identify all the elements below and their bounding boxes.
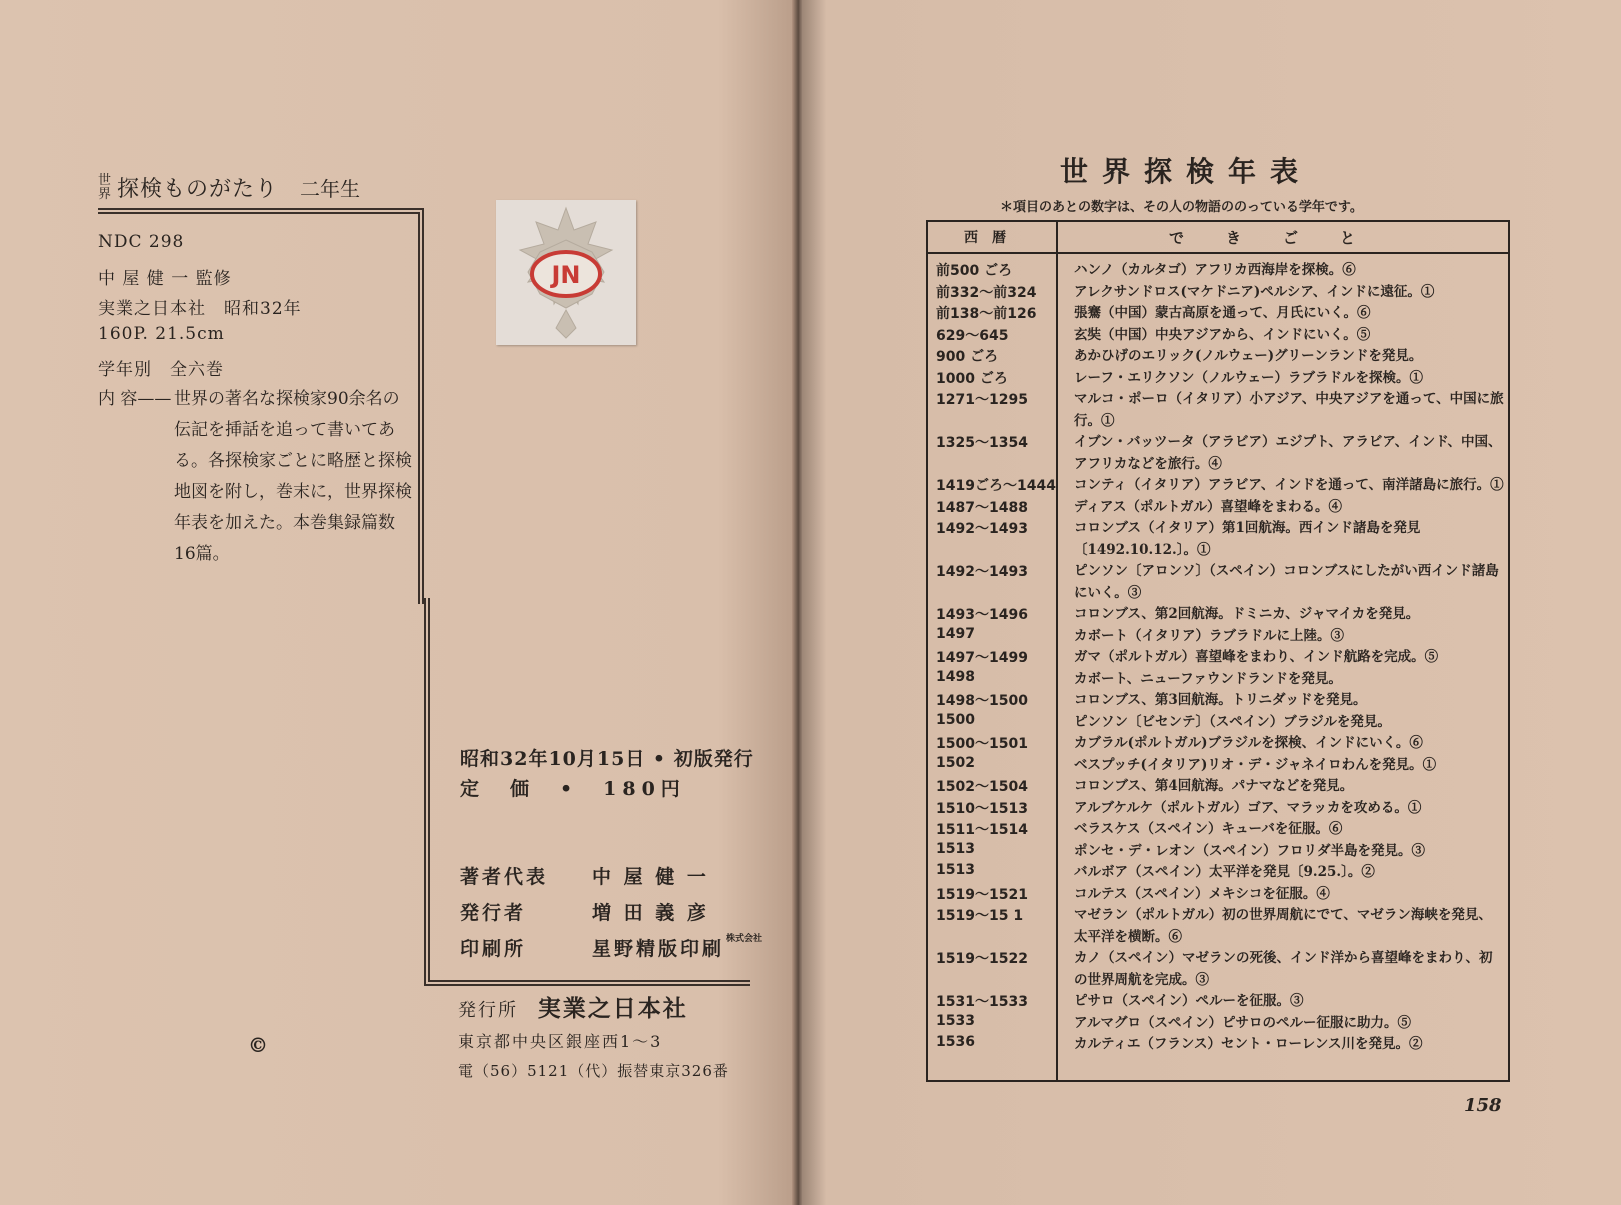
timeline-event: ポンセ・デ・レオン（スペイン）フロリダ半島を発見。③ — [1074, 842, 1425, 859]
timeline-row — [928, 755, 1508, 777]
publisher-person-row — [460, 898, 709, 925]
timeline-event: 張騫（中国）蒙古高原を通って、月氏にいく。⑥ — [1074, 305, 1371, 321]
timeline-row — [928, 884, 1508, 906]
timeline-year: 1492～1493 — [936, 564, 1028, 580]
timeline-row — [928, 991, 1508, 1013]
timeline-event: マルコ・ポーロ（イタリア）小アジア、中央アジアを通って、中国に旅行。① — [1074, 391, 1504, 429]
publisher-name: 実業之日本社 — [537, 995, 688, 1022]
header-event: できごと — [1168, 229, 1397, 247]
colophon-box — [424, 598, 763, 986]
timeline-year: 629～645 — [936, 327, 1009, 344]
title-text: 探検ものがたり — [117, 177, 279, 202]
timeline-year: 1510～1513 — [936, 800, 1028, 817]
timeline-title: 世界探検年表 — [1060, 155, 1313, 188]
first-edition-line: 昭和32年10月15日 • 初版発行 — [460, 748, 754, 770]
timeline-event: ベラスケス（スペイン）キューバを征服。⑥ — [1074, 821, 1343, 837]
timeline-row — [928, 1013, 1508, 1035]
timeline-row — [928, 518, 1508, 561]
timeline-row — [928, 948, 1508, 991]
book-title — [98, 172, 360, 203]
timeline-row — [928, 669, 1508, 691]
timeline-year: 1502～1504 — [936, 779, 1028, 795]
timeline-year: 1492～1493 — [936, 521, 1028, 537]
timeline-event: ハンノ（カルタゴ）アフリカ西海岸を探検。⑥ — [1074, 262, 1356, 278]
volumes-line: 学年別 全六巻 — [98, 360, 224, 380]
timeline-event: バルボア（スペイン）太平洋を発見〔9.25.〕。② — [1074, 864, 1375, 880]
staff-name: 中 屋 健 一 — [592, 866, 709, 888]
catalog-info-box — [98, 208, 424, 604]
timeline-event: カボート、ニューファウンドランドを発見。 — [1074, 670, 1342, 687]
timeline-event: アルブケルケ（ポルトガル）ゴア、マラッカを攻める。① — [1074, 799, 1422, 816]
publisher-year-line: 実業之日本社 昭和32年 — [98, 299, 302, 319]
timeline-row — [928, 862, 1508, 884]
timeline-row — [928, 819, 1508, 841]
timeline-year: 前500 ごろ — [936, 263, 1013, 279]
timeline-row — [928, 325, 1508, 347]
printer-row — [460, 934, 763, 961]
timeline-row — [928, 733, 1508, 755]
printer-suffix: 株式会社 — [726, 934, 763, 944]
timeline-event: コンティ（イタリア）アラビア、インドを通って、南洋諸島に旅行。① — [1074, 477, 1504, 493]
timeline-year: 1487～1488 — [936, 499, 1028, 516]
timeline-year: 1511～1514 — [936, 822, 1028, 838]
timeline-year: 1325～1354 — [936, 435, 1028, 451]
staff-role: 発行者 — [460, 902, 527, 924]
timeline-event: コロンブス、第2回航海。ドミニカ、ジャマイカを発見。 — [1074, 606, 1420, 622]
timeline-year: 1513 — [936, 840, 975, 857]
staff-role: 著者代表 — [460, 866, 549, 888]
staff-name: 増 田 義 彦 — [592, 902, 709, 924]
timeline-row — [928, 647, 1508, 669]
timeline-event: コロンブス、第4回航海。パナマなどを発見。 — [1074, 778, 1354, 794]
price-line: 定 価 • 180円 — [460, 778, 686, 800]
publisher-phone: 電（56）5121（代）振替東京326番 — [458, 1062, 729, 1080]
timeline-row — [928, 1034, 1508, 1056]
timeline-row — [928, 905, 1508, 948]
copyright-mark: © — [248, 1033, 268, 1057]
timeline-year: 1536 — [936, 1034, 975, 1050]
series-label-char: 世 — [98, 172, 112, 188]
staff-name — [592, 934, 763, 961]
exploration-timeline-table — [926, 220, 1510, 1082]
timeline-year: 1498 — [936, 668, 975, 685]
pages-size-line: 160P. 21.5cm — [98, 324, 225, 344]
timeline-year: 1531～1533 — [936, 994, 1028, 1010]
timeline-row — [928, 303, 1508, 325]
timeline-event: 玄奘（中国）中央アジアから、インドにいく。⑤ — [1074, 326, 1371, 343]
timeline-row — [928, 561, 1508, 604]
timeline-year: 1000 ごろ — [936, 370, 1008, 387]
timeline-year: 1500～1501 — [936, 736, 1028, 752]
author-representative-row — [460, 862, 709, 889]
timeline-year: 1533 — [936, 1012, 975, 1029]
timeline-event: レーフ・エリクソン（ノルウェー）ラブラドルを探検。① — [1074, 369, 1423, 386]
timeline-row — [928, 475, 1508, 497]
timeline-row — [928, 604, 1508, 626]
timeline-year: 1502 — [936, 754, 975, 771]
publisher-stamp — [496, 200, 636, 345]
timeline-year: 前138～前126 — [936, 306, 1037, 322]
timeline-year: 1513 — [936, 862, 975, 878]
editor-line: 中 屋 健 一 監修 — [98, 269, 232, 289]
timeline-event: イブン・バッツータ（アラビア）エジプト、アラビア、インド、中国、アフリカなどを旅行。④ — [1074, 434, 1502, 472]
timeline-row — [928, 282, 1508, 304]
timeline-event: ベスプッチ(イタリア)リオ・デ・ジャネイロわんを発見。① — [1074, 756, 1437, 773]
timeline-year: 1497 — [936, 625, 975, 642]
timeline-note: ＊項目のあとの数字は、その人の物語ののっている学年です。 — [1000, 200, 1363, 215]
timeline-event: アルマグロ（スペイン）ピサロのペルー征服に助力。⑤ — [1074, 1014, 1411, 1031]
timeline-year: 1493～1496 — [936, 607, 1028, 623]
timeline-event: コロンブス（イタリア）第1回航海。西インド諸島を発見〔1492.10.12.〕。① — [1074, 520, 1421, 558]
timeline-event: カボート（イタリア）ラブラドルに上陸。③ — [1074, 627, 1344, 644]
timeline-row — [928, 798, 1508, 820]
stamp-logo-text: JN — [551, 261, 581, 289]
content-text: 世界の著名な探検家90余名の伝記を挿話を追って書いてある。各探検家ごとに略歴と探検地図を附し，巻末に，世界探検年表を加えた。本巻集録篇数16篇。 — [174, 389, 412, 564]
series-label — [98, 174, 111, 202]
page-number: 158 — [1464, 1095, 1502, 1116]
timeline-year: 1419ごろ～1444 — [936, 478, 1056, 494]
timeline-year: 1498～1500 — [936, 693, 1028, 709]
timeline-body — [928, 260, 1508, 1056]
timeline-year: 前332～前324 — [936, 284, 1037, 301]
timeline-event: カブラル(ポルトガル)ブラジルを探検、インドにいく。⑥ — [1074, 735, 1423, 751]
publisher-address: 東京都中央区銀座西1～3 — [458, 1032, 663, 1051]
timeline-event: ディアス（ポルトガル）喜望峰をまわる。④ — [1074, 498, 1342, 515]
timeline-event: コルテス（スペイン）メキシコを征服。④ — [1074, 885, 1330, 902]
content-label: 内 容—— — [98, 389, 172, 409]
publisher-block — [458, 990, 688, 1023]
timeline-row — [928, 368, 1508, 390]
timeline-event: マゼラン（ポルトガル）初の世界周航にでて、マゼラン海峡を発見、太平洋を横断。⑥ — [1074, 907, 1492, 945]
timeline-event: ピサロ（スペイン）ペルーを征服。③ — [1074, 993, 1304, 1009]
timeline-event: アレクサンドロス(マケドニア)ペルシア、インドに遠征。① — [1074, 283, 1435, 300]
timeline-year: 1497～1499 — [936, 650, 1028, 666]
timeline-header — [928, 222, 1508, 254]
timeline-row — [928, 497, 1508, 519]
timeline-row — [928, 841, 1508, 863]
publisher-label: 発行所 — [458, 1000, 518, 1021]
timeline-year: 1519～1521 — [936, 886, 1028, 903]
header-year: 西暦 — [964, 230, 1020, 246]
timeline-year: 1519～1522 — [936, 951, 1028, 967]
timeline-row — [928, 712, 1508, 734]
timeline-event: カノ（スペイン）マゼランの死後、インド洋から喜望峰をまわり、初の世界周航を完成。③ — [1074, 950, 1493, 988]
staff-role: 印刷所 — [460, 938, 527, 960]
snowflake-logo-icon — [496, 200, 636, 345]
timeline-row — [928, 346, 1508, 368]
timeline-event: ガマ（ポルトガル）喜望峰をまわり、インド航路を完成。⑤ — [1074, 649, 1439, 665]
timeline-year: 1271～1295 — [936, 392, 1028, 408]
timeline-event: ピンソン〔ビセンテ〕（スペイン）ブラジルを発見。 — [1074, 713, 1391, 730]
grade-text: 二年生 — [300, 177, 361, 201]
printer-name: 星野精版印刷 — [592, 938, 725, 960]
timeline-event: コロンブス、第3回航海。トリニダッドを発見。 — [1074, 692, 1367, 708]
timeline-event: あかひげのエリック(ノルウェー)グリーンランドを発見。 — [1074, 348, 1423, 364]
timeline-event: ピンソン〔アロンソ〕（スペイン）コロンブスにしたがい西インド諸島にいく。③ — [1074, 563, 1499, 601]
timeline-year: 1500 — [936, 711, 975, 728]
series-label-char: 界 — [98, 186, 112, 202]
timeline-row — [928, 626, 1508, 648]
timeline-row — [928, 260, 1508, 282]
timeline-event: カルティエ（フランス）セント・ローレンス川を発見。② — [1074, 1036, 1423, 1052]
timeline-year: 1519～15 1 — [936, 908, 1024, 924]
timeline-row — [928, 389, 1508, 432]
timeline-row — [928, 432, 1508, 475]
ndc-line: NDC 298 — [98, 232, 185, 252]
left-page — [0, 0, 798, 1205]
timeline-year: 900 ごろ — [936, 349, 999, 365]
timeline-row — [928, 776, 1508, 798]
timeline-row — [928, 690, 1508, 712]
